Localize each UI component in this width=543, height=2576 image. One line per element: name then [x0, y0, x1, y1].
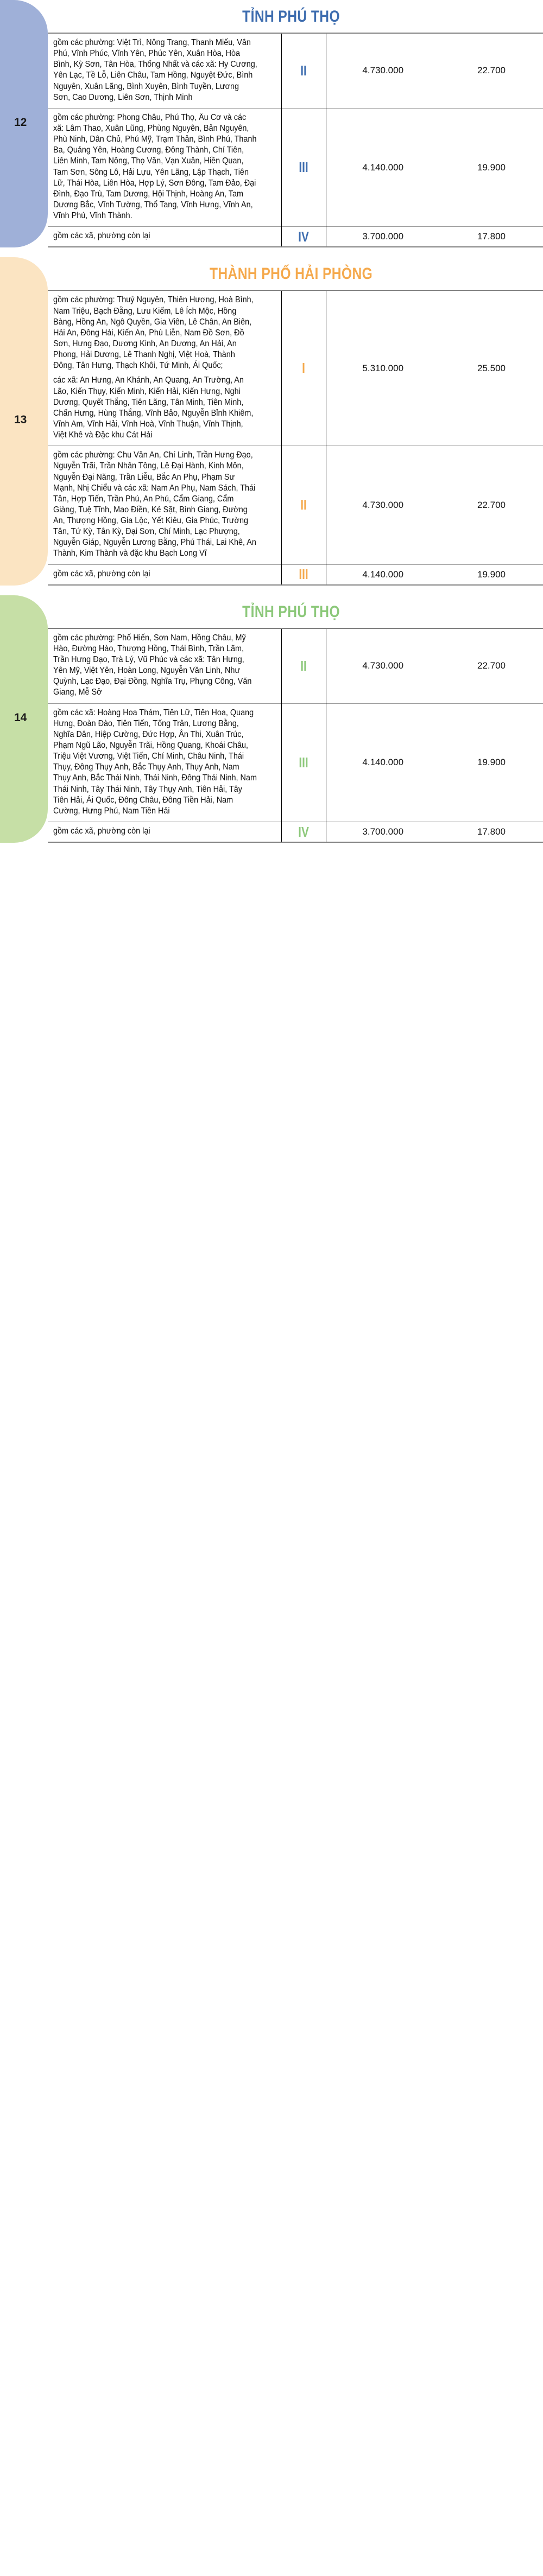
table-row [48, 290, 543, 446]
section-inner [0, 595, 543, 843]
province-section [0, 595, 543, 843]
row-value-secondary: 19.900 [477, 569, 506, 580]
row-value-primary: 4.730.000 [362, 499, 404, 510]
row-description-text-2: các xã: An Hưng, An Khánh, An Quang, An Trường, An Lão, Kiến Thụy, Kiến Minh, Kiến Hải, Kiến Hưng, Nghi Dương, Quyết Thắng, Tiên Lãng, Tân Minh, Tiên Minh, Chấn Hưng, Hùng Thắng, Vĩnh Bảo, Nguyễn Bỉnh Khiêm, Vĩnh Am, Vĩnh Hải, Vĩnh Hoà, Vĩnh Thuận, Vĩnh Thịnh, Việt Khê và Đặc khu Cát Hải [53, 376, 254, 440]
row-description [48, 227, 281, 247]
province-section [0, 0, 543, 247]
province-table [48, 290, 543, 585]
section-gap [0, 843, 543, 853]
row-description [48, 33, 281, 108]
section-gap [0, 586, 543, 595]
section-inner [0, 257, 543, 585]
row-value-secondary: 22.700 [477, 660, 506, 671]
row-value-primary: 5.310.000 [362, 362, 404, 373]
row-value-secondary: 17.800 [477, 231, 506, 242]
row-category-roman: II [286, 446, 321, 564]
row-value-primary: 4.730.000 [362, 65, 404, 76]
table-row [48, 33, 543, 108]
row-category-roman: III [286, 564, 321, 585]
row-category-roman: II [286, 628, 321, 703]
row-value-secondary: 22.700 [477, 65, 506, 76]
section-row-code: 13 [14, 414, 27, 427]
row-description [48, 108, 281, 226]
row-value-primary: 4.140.000 [362, 569, 404, 580]
row-value-secondary: 19.900 [477, 162, 506, 173]
province-table [48, 628, 543, 843]
row-description-text: gồm các phường: Phong Châu, Phú Thọ, Âu Cơ và các xã: Lâm Thao, Xuân Lũng, Phùng Nguyên, Bản Nguyên, Phù Ninh, Dân Chủ, Phú Mỹ, Trạm Thản, Bình Phú, Thanh Ba, Quảng Yên, Hoàng Cương, Đông Thành, Chí Tiên, Liên Minh, Tam Nông, Thọ Văn, Vạn Xuân, Hiền Quan, Tam Sơn, Sông Lô, Hải Lựu, Yên Lãng, Lập Thạch, Tiên Lữ, Thái Hòa, Liên Hòa, Hợp Lý, Sơn Đông, Tam Đảo, Đại Đình, Đạo Trù, Tam Dương, Hội Thịnh, Hoàng An, Tam Dương Bắc, Vĩnh Tường, Thổ Tang, Vĩnh Hưng, Vĩnh An, Vĩnh Phú, Vĩnh Thành. [53, 112, 257, 221]
row-description [48, 822, 281, 843]
row-description-text: gồm các phường: Việt Trì, Nông Trang, Thanh Miếu, Vân Phú, Vĩnh Phúc, Vĩnh Yên, Phúc Yên, Xuân Hòa, Hòa Bình, Kỳ Sơn, Tân Hòa, Thống Nhất và các xã: Hy Cương, Yên Lạc, Tề Lỗ, Liên Châu, Tam Hồng, Nguyệt Đức, Bình Nguyên, Xuân Lãng, Bình Xuyên, Bình Tuyền, Lương Sơn, Cao Dương, Liên Sơn, Thịnh Minh [53, 38, 257, 102]
row-value-secondary: 19.900 [477, 757, 506, 768]
row-category-roman: III [286, 108, 321, 226]
row-value-secondary: 22.700 [477, 499, 506, 510]
section-inner [0, 0, 543, 247]
row-value-secondary: 17.800 [477, 826, 506, 837]
table-row [48, 108, 543, 226]
document-root [0, 0, 543, 853]
section-row-code: 12 [14, 116, 27, 129]
row-value-secondary: 25.500 [477, 362, 506, 373]
row-category-roman: IV [286, 822, 321, 843]
row-description [48, 628, 281, 703]
province-section [0, 257, 543, 585]
table-row [48, 227, 543, 247]
row-description [48, 703, 281, 822]
section-title: TỈNH PHÚ THỌ [242, 602, 340, 621]
row-description-text: gồm các phường: Chu Văn An, Chí Linh, Trần Hưng Đạo, Nguyễn Trãi, Trần Nhân Tông, Lê Đại Hành, Kinh Môn, Nguyễn Đại Năng, Trần Liễu, Bắc An Phụ, Phạm Sư Mạnh, Nhị Chiểu và các xã: Nam An Phụ, Nam Sách, Thái Tân, Hợp Tiến, Trần Phú, An Phú, Cẩm Giang, Cẩm Giàng, Tuệ Tĩnh, Mao Điền, Kẻ Sặt, Bình Giang, Đường An, Thượng Hồng, Gia Lộc, Yết Kiêu, Gia Phúc, Trường Tân, Tứ Kỳ, Tân Kỳ, Đại Sơn, Chí Minh, Lạc Phượng, Nguyễn Giáp, Nguyễn Lương Bằng, Phú Thái, Lai Khê, An Thành, Kim Thành và đặc khu Bạch Long Vĩ [53, 450, 256, 558]
section-title: TỈNH PHÚ THỌ [242, 8, 340, 26]
row-value-primary: 4.730.000 [362, 660, 404, 671]
row-description-text: gồm các phường: Phố Hiến, Sơn Nam, Hồng Châu, Mỹ Hào, Đường Hào, Thượng Hồng, Thái Bình, Trần Lãm, Trần Hưng Đạo, Trà Lý, Vũ Phúc và các xã: Tân Hưng, Yên Mỹ, Việt Yên, Hoàn Long, Nguyễn Văn Linh, Như Quỳnh, Lạc Đạo, Đại Đồng, Nghĩa Trụ, Phụng Công, Văn Giang, Mễ Sở [53, 633, 252, 697]
row-description-text: gồm các xã, phường còn lại [53, 826, 150, 836]
table-row [48, 446, 543, 564]
row-description-text: gồm các xã, phường còn lại [53, 569, 150, 578]
row-category-roman: III [286, 703, 321, 822]
row-value-primary: 4.140.000 [362, 757, 404, 768]
row-description-text: gồm các xã: Hoàng Hoa Thám, Tiên Lữ, Tiên Hoa, Quang Hưng, Đoàn Đào, Tiên Tiến, Tống Trân, Lương Bằng, Nghĩa Dân, Hiệp Cường, Đức Hợp, Ân Thi, Xuân Trúc, Phạm Ngũ Lão, Nguyễn Trãi, Hồng Quang, Khoái Châu, Triệu Việt Vương, Việt Tiến, Chí Minh, Châu Ninh, Thái Thụy, Đông Thụy Anh, Bắc Thụy Anh, Thụy Anh, Nam Thụy Anh, Bắc Thái Ninh, Thái Ninh, Đông Thái Ninh, Nam Thái Ninh, Tây Thái Ninh, Tây Thụy Anh, Tiên Hải, Tây Tiên Hải, Ái Quốc, Đông Châu, Đông Tiền Hải, Nam Cường, Hưng Phú, Nam Tiền Hải [53, 708, 257, 816]
row-value-primary: 3.700.000 [362, 826, 404, 837]
row-description [48, 564, 281, 585]
row-description [48, 446, 281, 564]
row-category-roman: IV [286, 227, 321, 247]
row-description [48, 290, 281, 446]
row-description-text: gồm các phường: Thuỷ Nguyên, Thiên Hương, Hoà Bình, Nam Triệu, Bạch Đằng, Lưu Kiếm, Lê Ích Mộc, Hồng Bàng, Hồng An, Ngô Quyền, Gia Viên, Lê Chân, An Biên, Hải An, Đông Hải, Kiến An, Phù Liễn, Nam Đồ Sơn, Đồ Sơn, Hưng Đạo, Dương Kinh, An Dương, An Hải, An Phong, Hải Dương, Lê Thanh Nghị, Việt Hoà, Thành Đông, Tân Hưng, Thạch Khôi, Tứ Minh, Ái Quốc; [53, 295, 254, 371]
section-row-code: 14 [14, 711, 27, 724]
row-category-roman: II [286, 33, 321, 108]
section-title: THÀNH PHỐ HẢI PHÒNG [209, 265, 373, 283]
province-table [48, 33, 543, 247]
table-row [48, 628, 543, 703]
section-gap [0, 247, 543, 257]
table-row [48, 822, 543, 843]
table-row [48, 564, 543, 585]
row-value-primary: 4.140.000 [362, 162, 404, 173]
row-category-roman: I [286, 290, 321, 446]
table-row [48, 703, 543, 822]
row-value-primary: 3.700.000 [362, 231, 404, 242]
row-description-text: gồm các xã, phường còn lại [53, 231, 150, 241]
